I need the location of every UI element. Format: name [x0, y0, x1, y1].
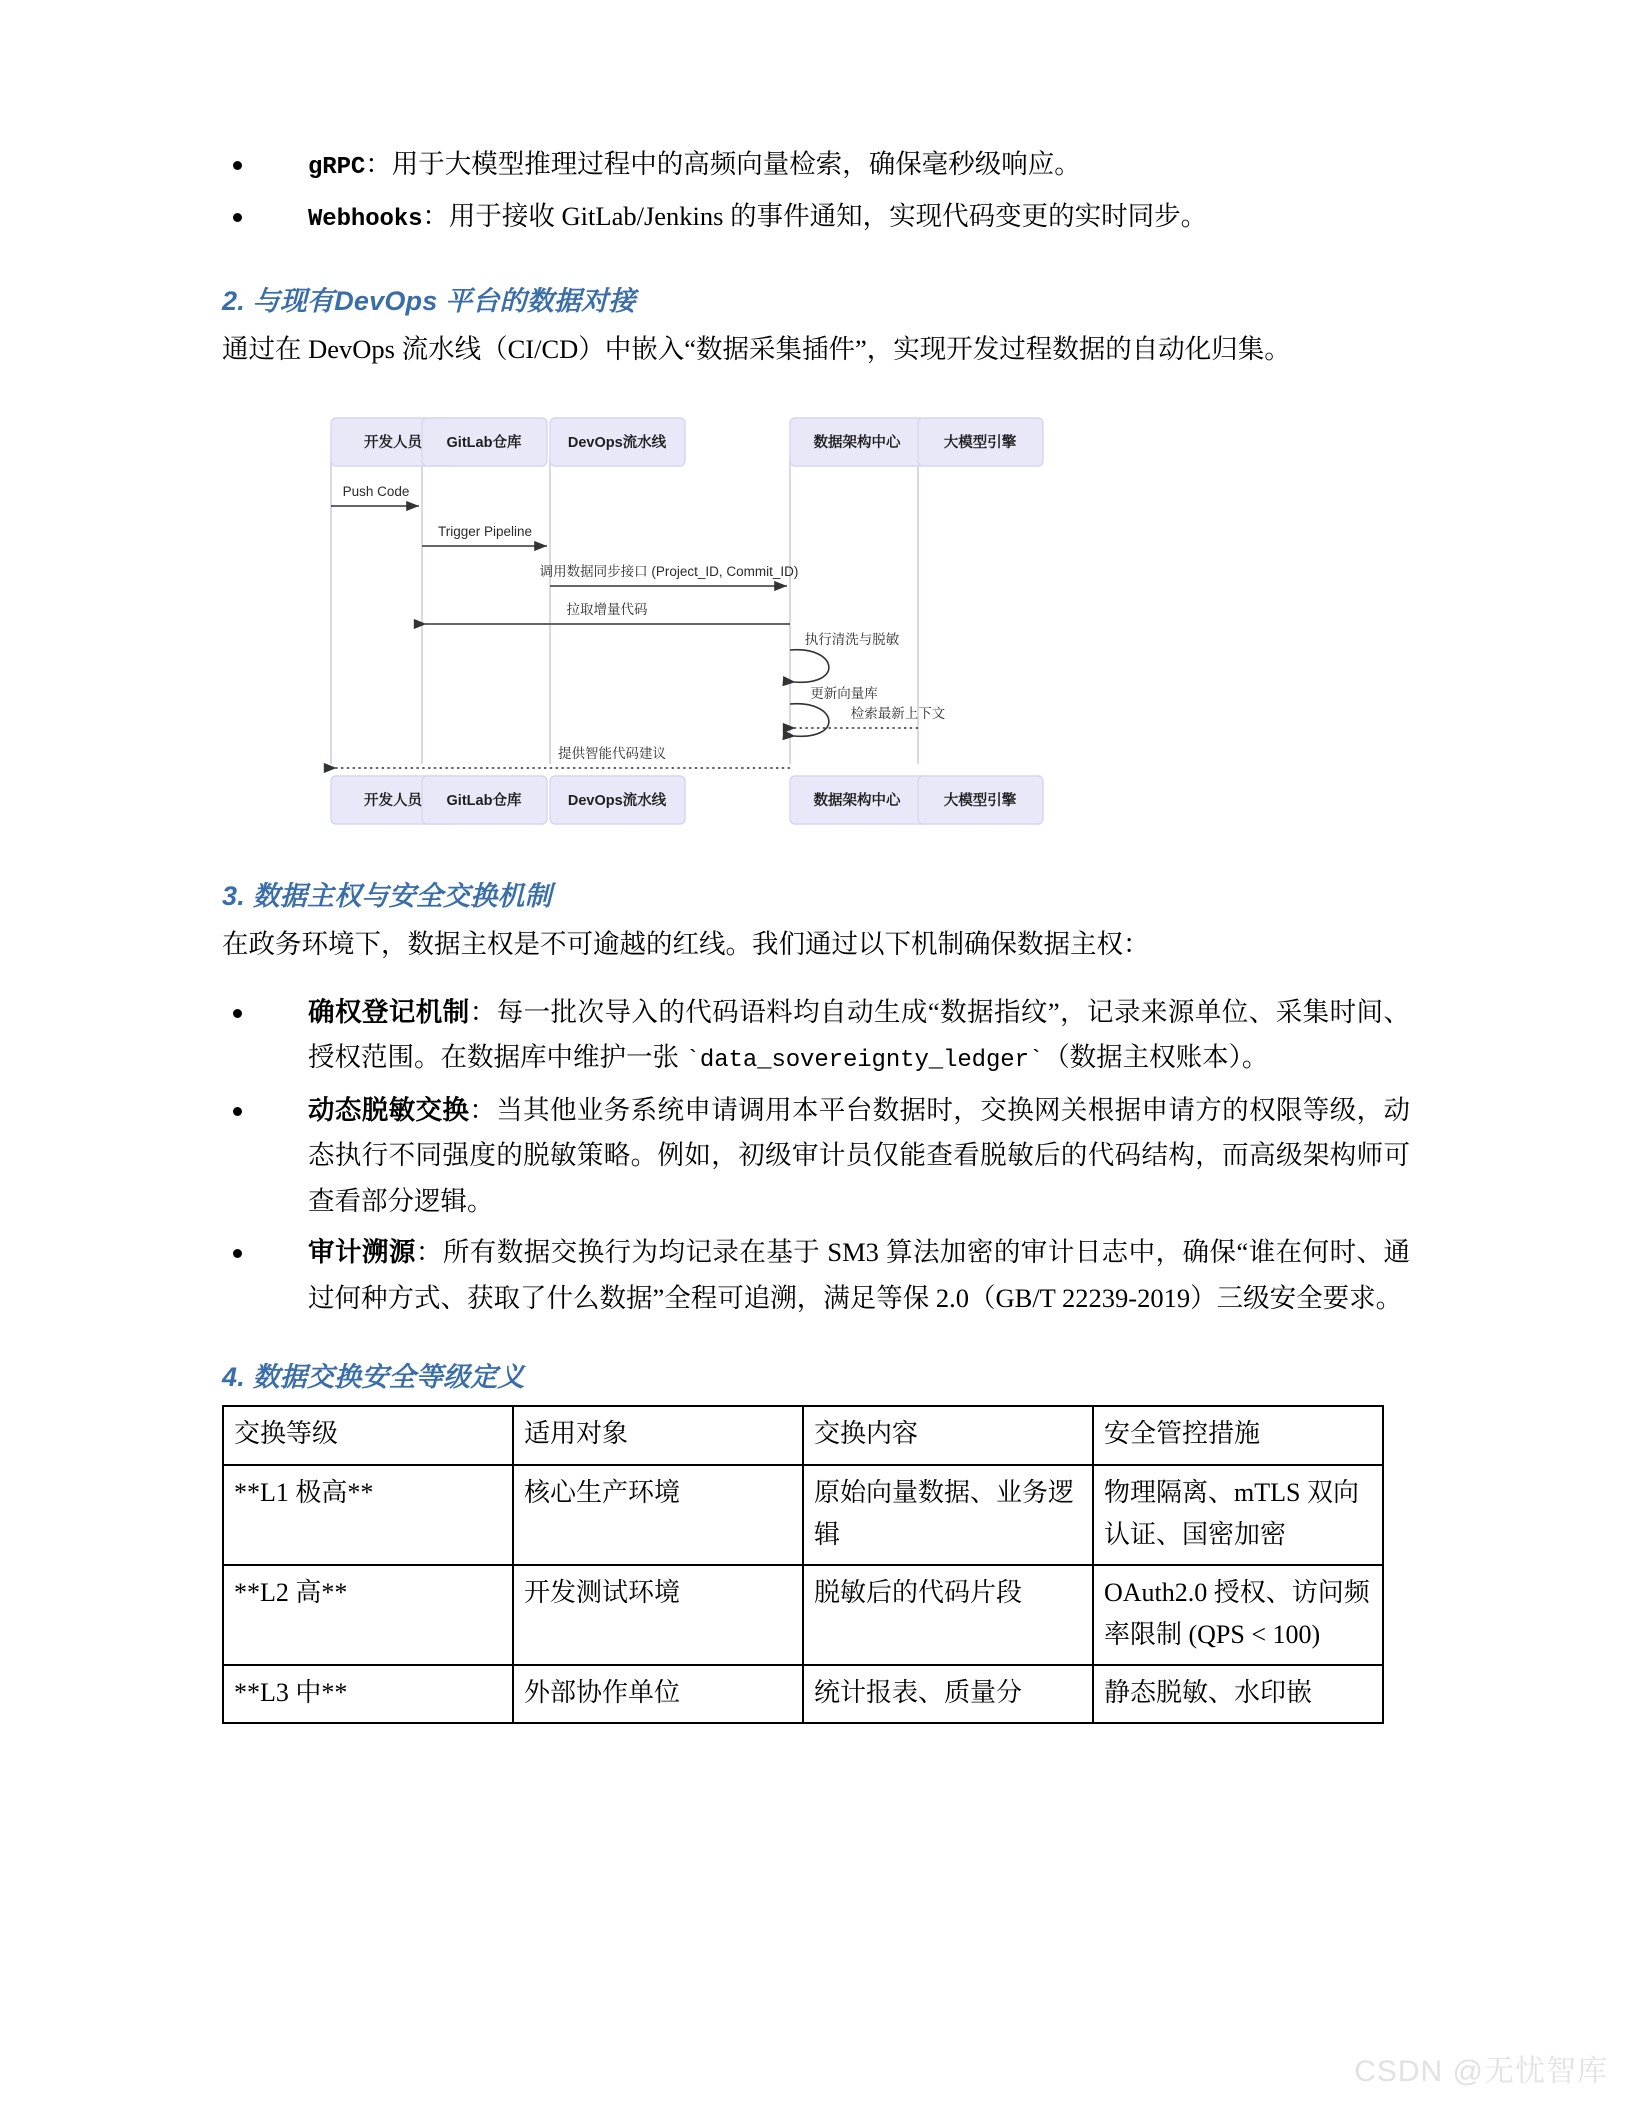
table-cell: 开发测试环境 — [513, 1565, 803, 1665]
table-row — [223, 1565, 1383, 1665]
list-item — [222, 194, 1410, 240]
participant-boxes-bottom — [331, 776, 1043, 824]
participant-label-top-dev: 开发人员 — [364, 435, 422, 452]
participant-label-bottom-dev: 开发人员 — [364, 793, 422, 810]
bullet-separator: ： — [422, 201, 449, 232]
bullet-code: `data_sovereignty_ledger` — [685, 1047, 1044, 1075]
csdn-watermark: CSDN @无忧智库 — [1354, 2055, 1608, 2088]
participant-label-bottom-gitlab: GitLab仓库 — [446, 793, 522, 810]
bullet-text: 当其他业务系统申请调用本平台数据时，交换网关根据申请方的权限等级，动态执行不同强度的脱敏策略。例如，初级审计员仅能查看脱敏后的代码结构，而高级架构师可查看部分逻辑。 — [308, 1094, 1411, 1216]
section-3-heading: 3. 数据主权与安全交换机制 — [222, 881, 552, 912]
table-header-cell: 交换等级 — [223, 1406, 513, 1464]
participant-label-bottom-devops: DevOps流水线 — [567, 793, 667, 810]
bullet-separator: ： — [469, 1094, 497, 1125]
bullet-term: gRPC — [308, 154, 366, 181]
bullet-term: Webhooks — [308, 206, 423, 234]
participant-label-bottom-datahub: 数据架构中心 — [813, 793, 901, 810]
list-item — [222, 1230, 1410, 1321]
bullet-text: 用于接收 GitLab/Jenkins 的事件通知，实现代码变更的实时同步。 — [448, 201, 1208, 232]
table-cell: 外部协作单位 — [513, 1665, 803, 1723]
table-cell: OAuth2.0 授权、访问频率限制 (QPS < 100) — [1093, 1565, 1383, 1665]
table-header-row — [223, 1406, 1383, 1464]
sequence-diagram-svg — [222, 410, 1410, 830]
section-2-heading: 2. 与现有DevOps 平台的数据对接 — [222, 285, 636, 316]
message-label-self-vector: 更新向量库 — [810, 686, 878, 702]
message-label-self-clean: 执行清洗与脱敏 — [804, 632, 900, 648]
section-2-paragraph: 通过在 DevOps 流水线（CI/CD）中嵌入“数据采集插件”，实现开发过程数据的自动化归集。 — [222, 333, 1291, 364]
bullet-separator: ： — [469, 996, 497, 1027]
message-label-pull-code: 拉取增量代码 — [566, 602, 648, 618]
message-arrow-self-vector — [790, 704, 829, 737]
list-item — [222, 1088, 1410, 1225]
sovereignty-bullet-list — [222, 990, 1410, 1322]
table-row — [223, 1665, 1383, 1723]
bullet-term: 确权登记机制 — [308, 996, 470, 1027]
bullet-text: 所有数据交换行为均记录在基于 SM3 算法加密的审计日志中，确保“谁在何时、通过何种方式、获取了什么数据”全程可追溯，满足等保 2.0（GB/T 22239-2019）三级安全要求。 — [308, 1237, 1411, 1313]
security-level-table — [222, 1405, 1384, 1724]
table-header-cell: 安全管控措施 — [1093, 1406, 1383, 1464]
message-label-push-code: Push Code — [342, 484, 410, 500]
table-cell: 脱敏后的代码片段 — [803, 1565, 1093, 1665]
table-cell: 物理隔离、mTLS 双向认证、国密加密 — [1093, 1465, 1383, 1565]
table-cell: 统计报表、质量分 — [803, 1665, 1093, 1723]
bullet-separator: ： — [415, 1237, 443, 1268]
bullet-separator: ： — [365, 149, 392, 179]
protocol-bullet-list — [222, 142, 1410, 241]
table-cell: **L1 极高** — [223, 1465, 513, 1565]
participant-label-top-llm: 大模型引擎 — [943, 435, 1017, 452]
bullet-text: 用于大模型推理过程中的高频向量检索，确保毫秒级响应。 — [391, 149, 1081, 179]
message-label-sync-api: 调用数据同步接口 (Project_ID, Commit_ID) — [539, 564, 799, 580]
table-cell: **L2 高** — [223, 1565, 513, 1665]
bullet-text-post: （数据主权账本）。 — [1043, 1042, 1269, 1073]
list-item — [222, 990, 1410, 1082]
page-content — [222, 0, 1410, 1724]
section-3-paragraph: 在政务环境下，数据主权是不可逾越的红线。我们通过以下机制确保数据主权： — [222, 929, 1150, 960]
table-cell: 静态脱敏、水印嵌 — [1093, 1665, 1383, 1723]
bullet-term: 动态脱敏交换 — [308, 1094, 470, 1125]
participant-boxes-top — [331, 418, 1043, 466]
table-header-cell: 交换内容 — [803, 1406, 1093, 1464]
message-label-trigger-pipeline: Trigger Pipeline — [437, 524, 533, 540]
bullet-text: 每一批次导入的代码语料均自动生成“数据指纹”，记录来源单位、采集时间、授权范围。在数据库中维护一张 — [308, 996, 1410, 1073]
bullet-term: 审计溯源 — [308, 1237, 416, 1268]
message-label-retrieve-context: 检索最新上下文 — [850, 706, 946, 722]
list-item — [222, 142, 1410, 188]
participant-label-bottom-llm: 大模型引擎 — [943, 793, 1017, 810]
table-header-cell: 适用对象 — [513, 1406, 803, 1464]
sequence-diagram — [222, 410, 1410, 830]
participant-label-top-datahub: 数据架构中心 — [813, 435, 901, 452]
message-label-code-suggestion: 提供智能代码建议 — [558, 746, 666, 762]
section-4-heading: 4. 数据交换安全等级定义 — [222, 1362, 525, 1393]
table-cell: **L3 中** — [223, 1665, 513, 1723]
message-arrow-self-clean — [790, 650, 829, 683]
participant-label-top-gitlab: GitLab仓库 — [446, 435, 522, 452]
table-cell: 核心生产环境 — [513, 1465, 803, 1565]
table-row — [223, 1465, 1383, 1565]
participant-label-top-devops: DevOps流水线 — [567, 435, 667, 452]
table-cell: 原始向量数据、业务逻辑 — [803, 1465, 1093, 1565]
